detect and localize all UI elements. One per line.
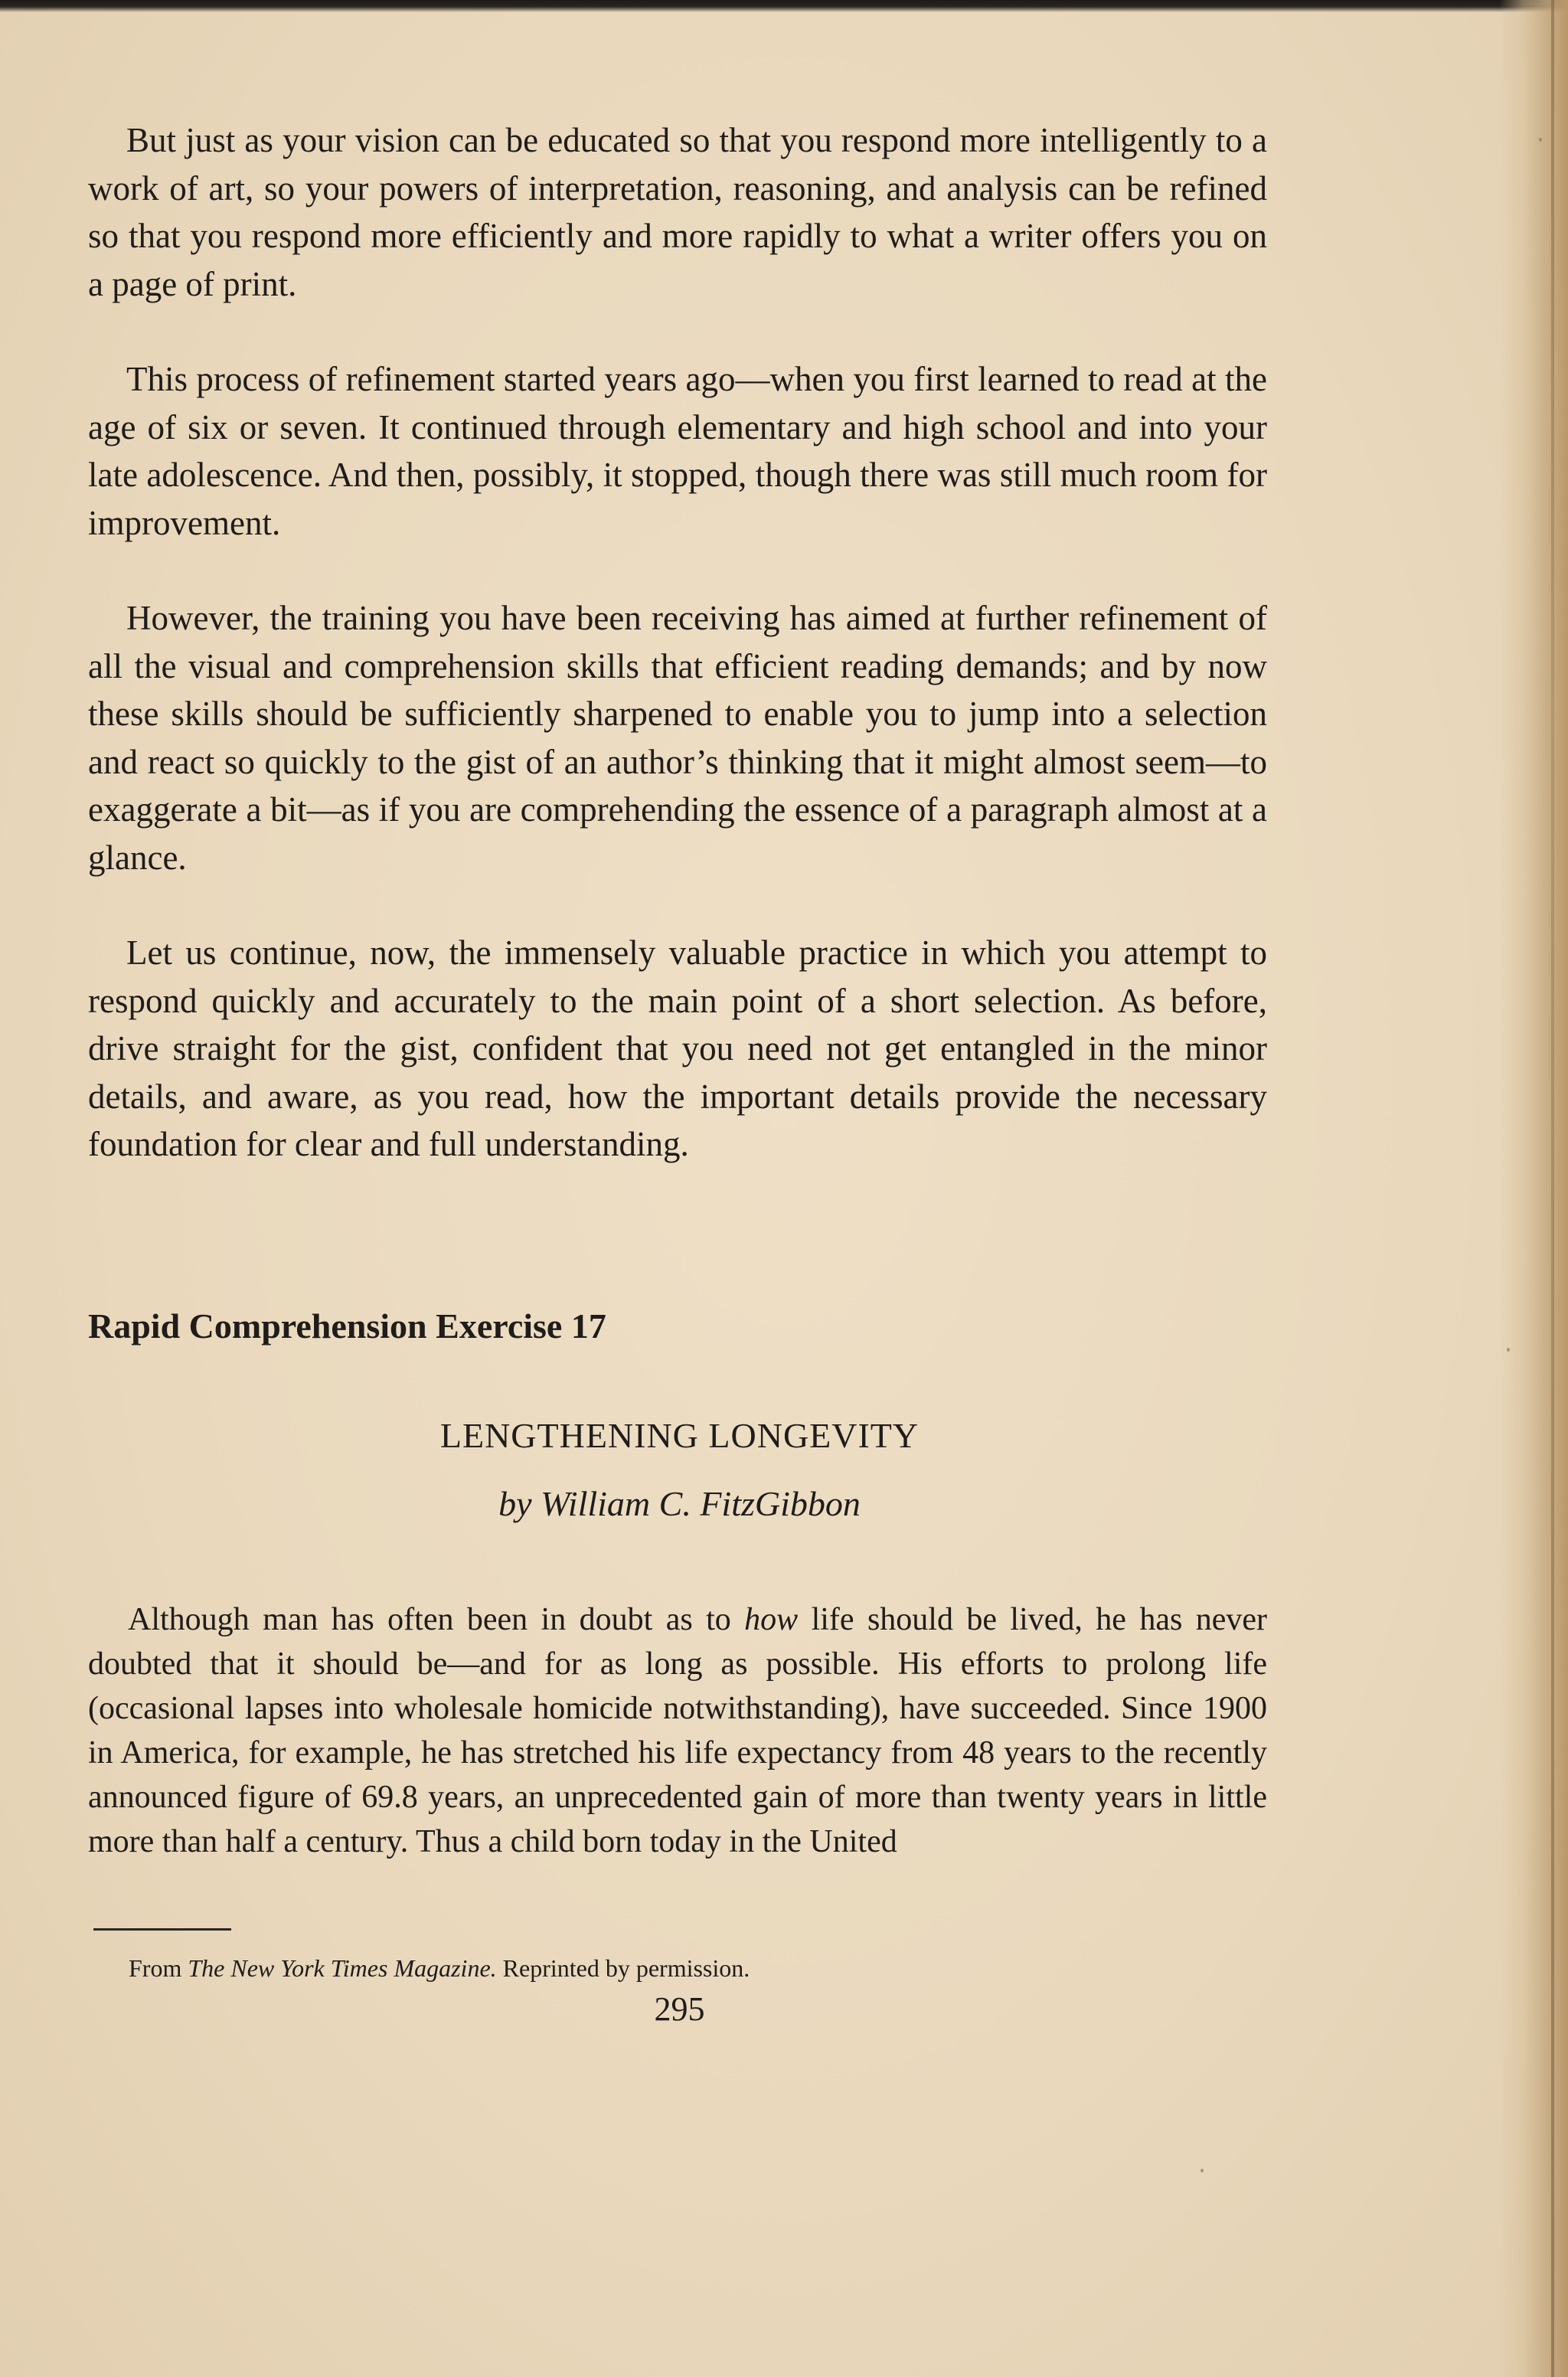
footnote-divider bbox=[93, 1928, 231, 1931]
footnote-suffix: Reprinted by permission. bbox=[496, 1954, 750, 1982]
paper-speck bbox=[1539, 138, 1542, 142]
binding-shadow bbox=[1499, 0, 1568, 2377]
article-body-text: life should be lived, he has never doubted that it should be—and for as long as possible. His efforts to prolong life (occasional lapses into wholesale homicide notwithstanding), have succeeded. Since 1900 in America, for example, he has stretched his life expectancy from 48 years to the recently announced figure of 69.8 years, an unprecedented gain of more than twenty years in little more than half a century. Thus a child born today in the United bbox=[88, 1602, 1268, 1859]
scan-top-edge bbox=[0, 0, 1568, 12]
article-body-text: Although man has often been in doubt as to bbox=[128, 1602, 745, 1637]
article-title: LENGTHENING LONGEVITY bbox=[439, 1416, 920, 1455]
paper-speck bbox=[1200, 2169, 1204, 2173]
footnote bbox=[129, 1954, 750, 1983]
footnote-source: The New York Times Magazine. bbox=[188, 1954, 497, 1982]
footnote-prefix: From bbox=[129, 1954, 188, 1982]
article-body-emphasis: how bbox=[744, 1602, 799, 1637]
article-author: by William C. FitzGibbon bbox=[498, 1484, 861, 1523]
intro-paragraph: But just as your vision can be educated so that you respond more intelligently to a work of art, so your powers of interpretation, reasoning, and analysis can be refined so that you respond more efficiently and more rapidly to what a writer offers you on a page of print. bbox=[88, 121, 1267, 303]
paper-speck bbox=[1507, 1348, 1510, 1352]
intro-paragraph: However, the training you have been receiving has aimed at further refinement of all the visual and comprehension skills that efficient reading demands; and by now these skills should be sufficiently sharpened to enable you to jump into a selection and react so quickly to the gist of an author’s thinking that it might almost seem—to exaggerate a bit—as if you are comprehending the essence of a paragraph almost at a glance. bbox=[88, 599, 1267, 877]
article-body bbox=[88, 1597, 1267, 1864]
intro-paragraph: This process of refinement started years ago—when you first learned to read at the age of six or seven. It continued through elementary and high school and into your late adolescence. And then, possibly, it stopped, though there was still much room for improvement. bbox=[88, 360, 1267, 542]
exercise-heading: Rapid Comprehension Exercise 17 bbox=[88, 1306, 606, 1345]
intro-paragraph: Let us continue, now, the immensely valuable practice in which you attempt to respond quickly and accurately to the main point of a short selection. As before, drive straight for the gist, confident that you need not get entangled in the minor details, and aware, as you read, how the important details provide the necessary foundation for clear and full understanding. bbox=[88, 933, 1267, 1163]
binding-edge bbox=[1551, 0, 1554, 2377]
page-number: 295 bbox=[654, 1990, 705, 2028]
